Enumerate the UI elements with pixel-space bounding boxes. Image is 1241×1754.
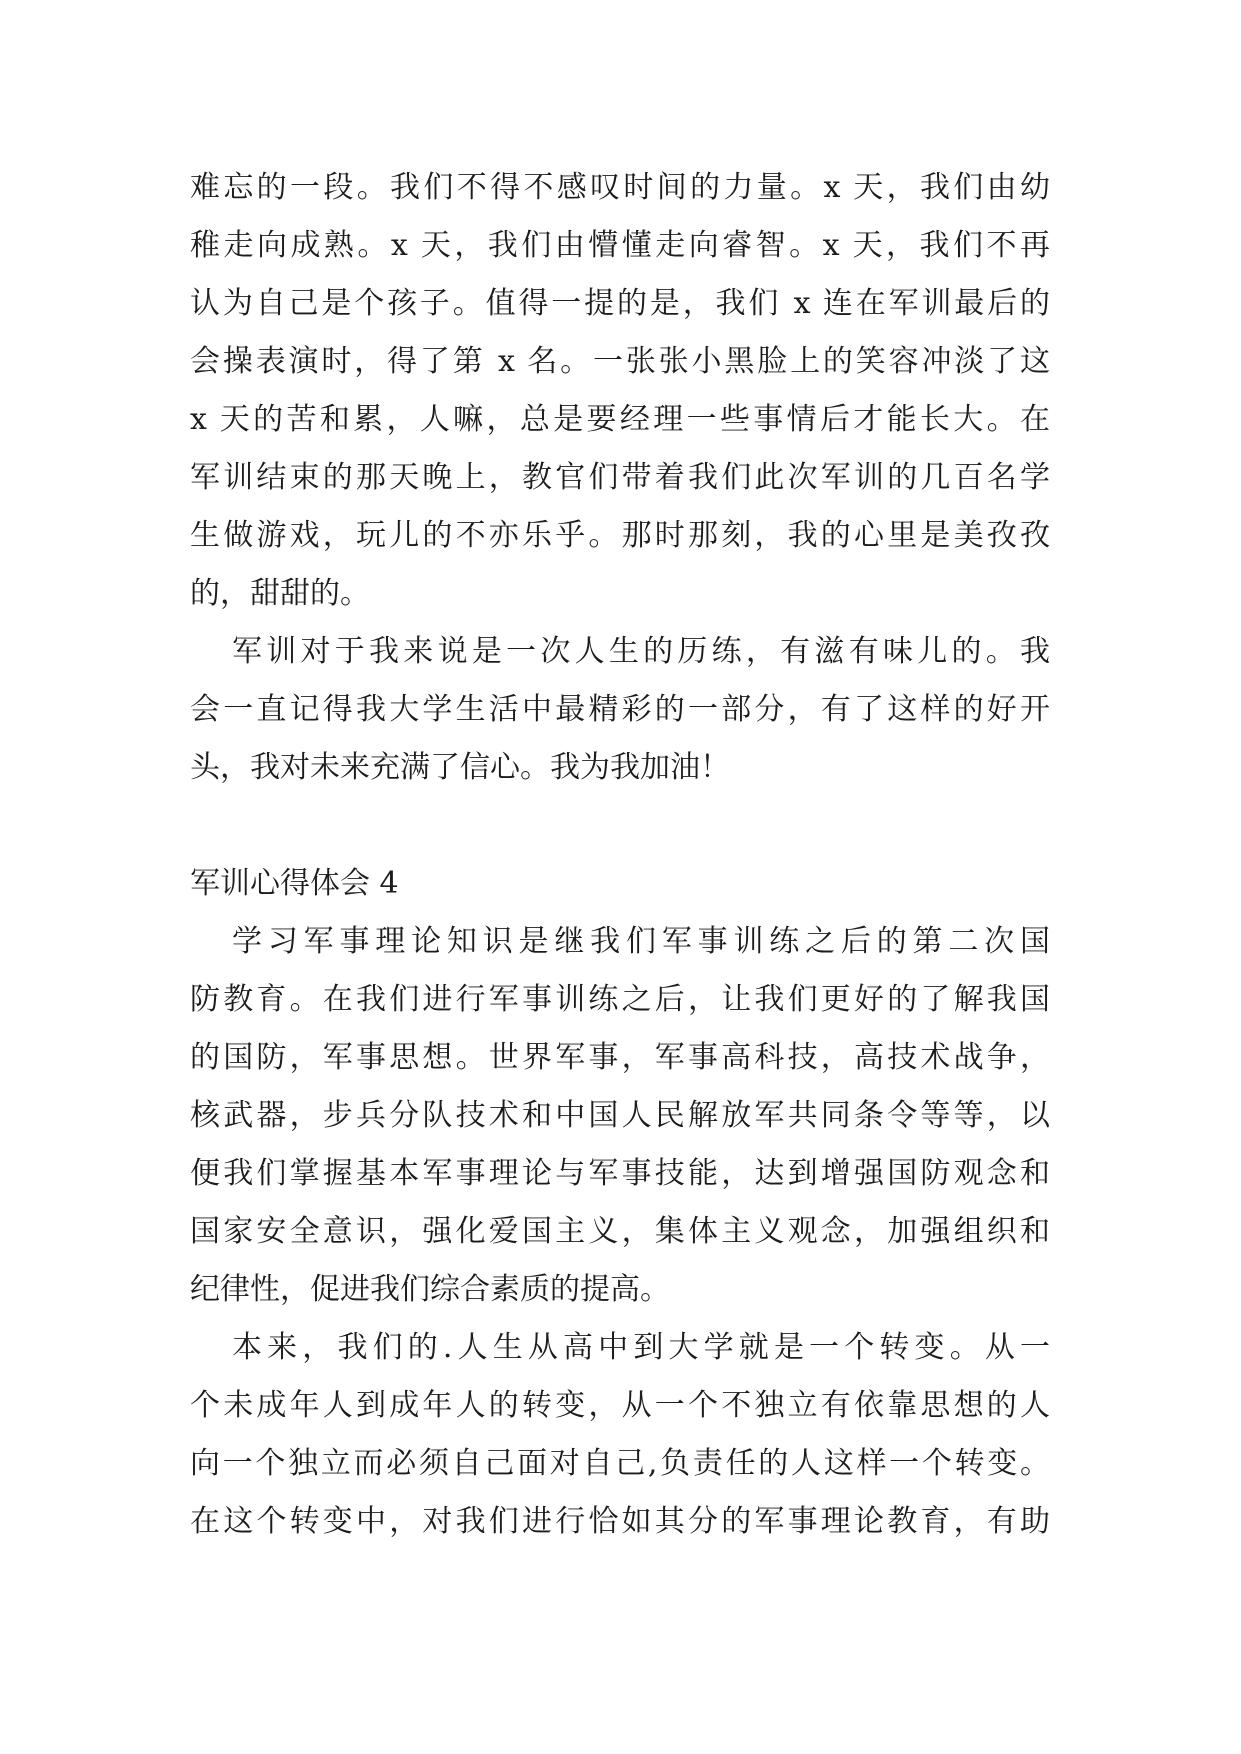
text-line: 便我们掌握基本军事理论与军事技能，达到增强国防观念和 [190, 1156, 1050, 1191]
text-line: 生做游戏，玩儿的不亦乐乎。那时那刻，我的心里是美孜孜 [190, 518, 1050, 553]
text-line: 认为自己是个孩子。值得一提的是，我们 x 连在军训最后的 [190, 286, 1050, 321]
text-line: 学习军事理论知识是继我们军事训练之后的第二次国 [232, 924, 1050, 959]
text-line: 纪律性，促进我们综合素质的提高。 [190, 1272, 670, 1307]
text-line: 稚走向成熟。x 天，我们由懵懂走向睿智。x 天，我们不再 [190, 228, 1050, 263]
text-line: 国家安全意识，强化爱国主义，集体主义观念，加强组织和 [190, 1214, 1050, 1249]
text-line: 难忘的一段。我们不得不感叹时间的力量。x 天，我们由幼 [190, 170, 1050, 205]
document-body [190, 159, 1050, 1551]
text-line: 的，甜甜的。 [190, 576, 370, 611]
text-line: 防教育。在我们进行军事训练之后，让我们更好的了解我国 [190, 982, 1050, 1017]
text-line: 头，我对未来充满了信心。我为我加油！ [190, 750, 730, 785]
text-line: 在这个转变中，对我们进行恰如其分的军事理论教育，有助 [190, 1504, 1050, 1539]
paragraph [190, 1319, 1050, 1551]
text-line: 向一个独立而必须自己面对自己,负责任的人这样一个转变。 [190, 1446, 1050, 1481]
blank-line [190, 797, 1050, 855]
text-line: x 天的苦和累，人嘛，总是要经理一些事情后才能长大。在 [190, 402, 1050, 437]
text-line: 军训对于我来说是一次人生的历练，有滋有味儿的。我 [232, 634, 1050, 669]
paragraph [190, 623, 1050, 797]
section-heading: 军训心得体会 4 [190, 866, 399, 901]
text-line: 本来，我们的.人生从高中到大学就是一个转变。从一 [232, 1330, 1050, 1365]
text-line: 的国防，军事思想。世界军事，军事高科技，高技术战争， [190, 1040, 1050, 1075]
text-line: 核武器，步兵分队技术和中国人民解放军共同条令等等，以 [190, 1098, 1050, 1133]
text-line: 军训结束的那天晚上，教官们带着我们此次军训的几百名学 [190, 460, 1050, 495]
text-line: 会操表演时，得了第 x 名。一张张小黑脸上的笑容冲淡了这 [190, 344, 1050, 379]
paragraph-continued [190, 159, 1050, 623]
paragraph [190, 913, 1050, 1319]
text-line: 个未成年人到成年人的转变，从一个不独立有依靠思想的人 [190, 1388, 1050, 1423]
text-line: 会一直记得我大学生活中最精彩的一部分，有了这样的好开 [190, 692, 1050, 727]
